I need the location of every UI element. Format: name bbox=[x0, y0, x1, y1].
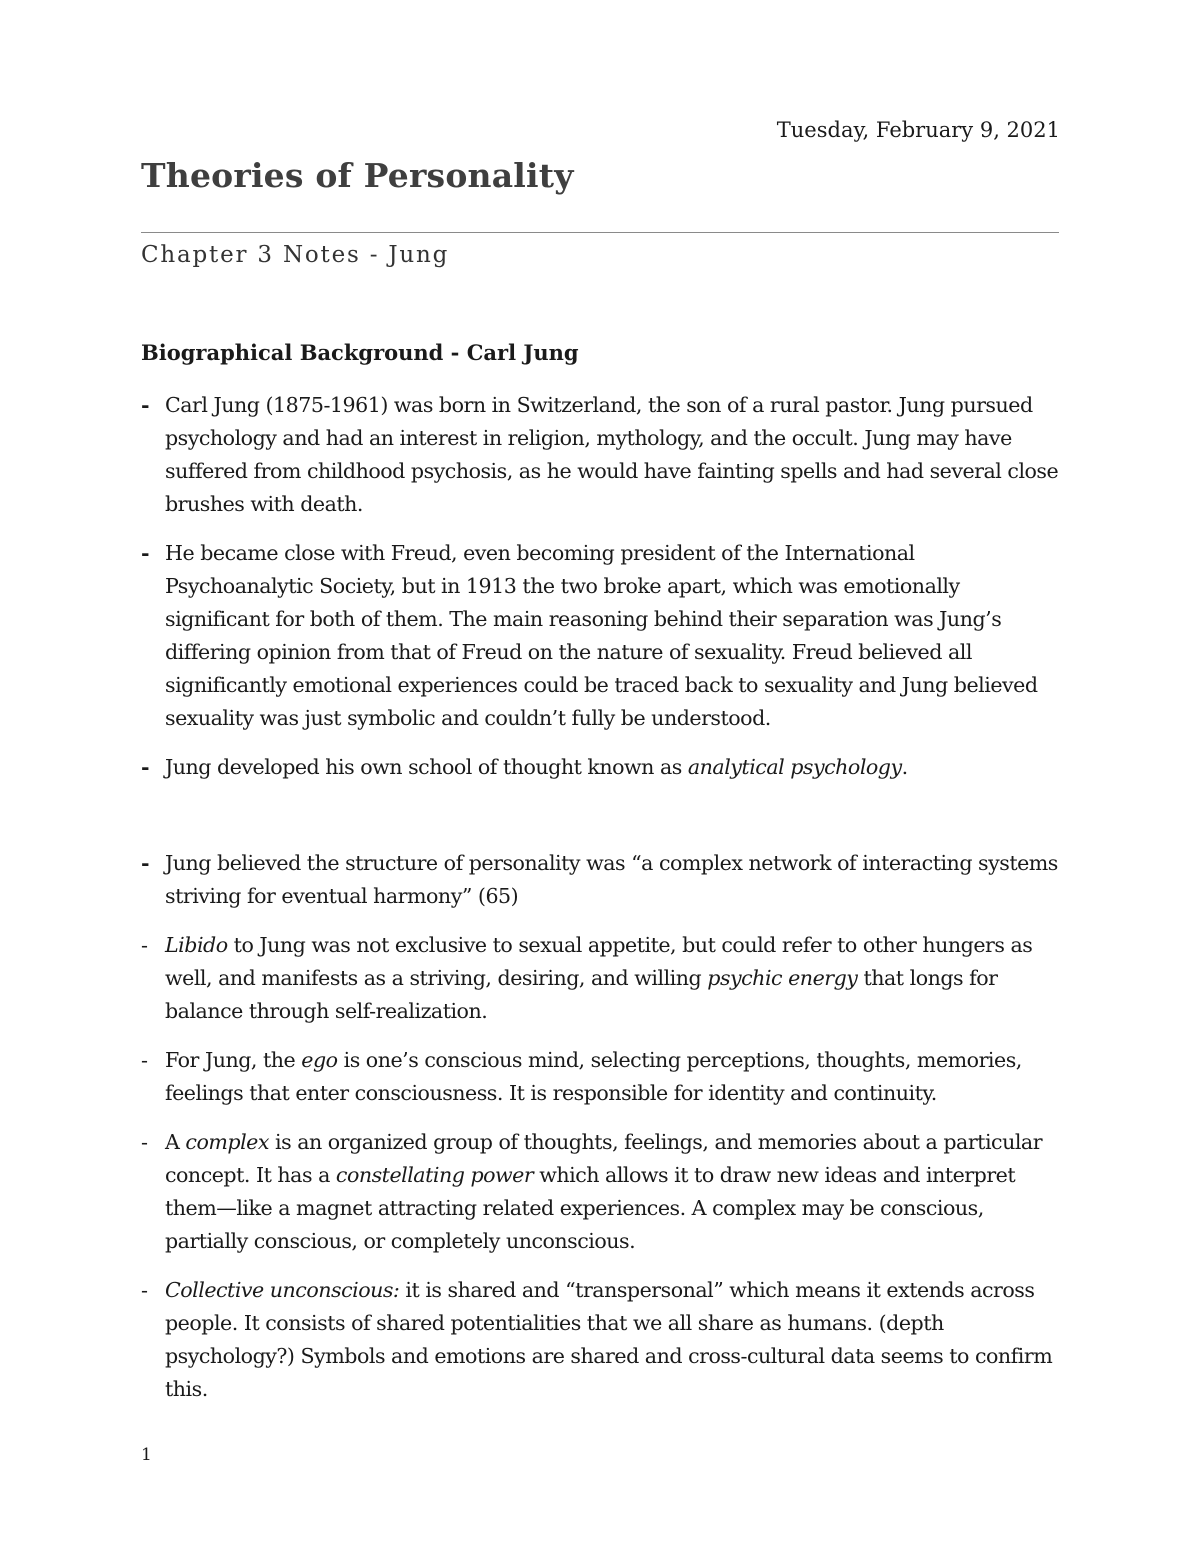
document-date: Tuesday, February 9, 2021 bbox=[776, 118, 1060, 142]
list-item bbox=[141, 929, 1066, 1028]
document-subtitle: Chapter 3 Notes - Jung bbox=[141, 242, 450, 268]
list-item-text: Carl Jung (1875-1961) was born in Switzerland, the son of a rural pastor. Jung pursued psychology and had an interest in religion, mythology, and the occult. Jung may have suffered from childhood psychosis, as he would have fainting spells and had several close brushes with death. bbox=[165, 393, 1059, 516]
text-run: to Jung was not exclusive to sexual appetite, but could refer to other hungers as well, and manifests as a striving, desiring, and willing bbox=[165, 933, 1033, 990]
emphasis-term: ego bbox=[301, 1048, 338, 1072]
document-title: Theories of Personality bbox=[141, 156, 574, 195]
text-run: it is shared and “transpersonal” which means it extends across people. It consists of shared potentialities that we all share as humans. (depth psychology?) Symbols and emotions are shared and cross-cultural data seems to confirm this. bbox=[165, 1278, 1053, 1401]
emphasis-term: Collective unconscious: bbox=[165, 1278, 400, 1302]
text-run: that longs for balance through self-realization. bbox=[165, 966, 998, 1023]
emphasis-term: analytical psychology bbox=[687, 755, 902, 779]
bullet-dash: - bbox=[141, 393, 150, 417]
list-item-text bbox=[165, 933, 1032, 1023]
list-item bbox=[141, 1126, 1066, 1258]
list-item-text bbox=[165, 755, 908, 779]
list-item bbox=[141, 1274, 1066, 1406]
emphasis-term: Libido bbox=[165, 933, 228, 957]
list-item bbox=[141, 389, 1066, 521]
section-heading-biography: Biographical Background - Carl Jung bbox=[141, 340, 579, 365]
list-item-text: He became close with Freud, even becoming president of the International Psychoanalytic Society, but in 1913 the two broke apart, which was emotionally significant for both of them. The main reasoning behind their separation was Jung’s differing opinion from that of Freud on the nature of sexuality. Freud believed all significantly emotional experiences could be traced back to sexuality and Jung believed sexuality was just symbolic and couldn’t fully be understood. bbox=[165, 541, 1038, 730]
text-run: A bbox=[165, 1130, 186, 1154]
list-item bbox=[141, 537, 1066, 735]
list-item bbox=[141, 751, 1066, 784]
list-item-text: Jung believed the structure of personality was “a complex network of interacting systems striving for eventual harmony” (65) bbox=[165, 851, 1058, 908]
bullet-dash: - bbox=[141, 1130, 148, 1154]
text-run: . bbox=[901, 755, 908, 779]
list-item-text bbox=[165, 1048, 1022, 1105]
page-number: 1 bbox=[141, 1445, 152, 1465]
text-run: is one’s conscious mind, selecting perceptions, thoughts, memories, feelings that enter consciousness. It is responsible for identity and continuity. bbox=[165, 1048, 1022, 1105]
biography-list bbox=[141, 389, 1066, 800]
bullet-dash: - bbox=[141, 541, 150, 565]
list-item bbox=[141, 1044, 1066, 1110]
text-run: For Jung, the bbox=[165, 1048, 302, 1072]
text-run: Jung developed his own school of thought known as bbox=[165, 755, 688, 779]
text-run: is an organized group of thoughts, feelings, and memories about a particular concept. It has a bbox=[165, 1130, 1043, 1187]
bullet-dash: - bbox=[141, 755, 150, 779]
text-run: which allows it to draw new ideas and interpret them—like a magnet attracting related experiences. A complex may be conscious, partially conscious, or completely unconscious. bbox=[165, 1163, 1016, 1253]
bullet-dash: - bbox=[141, 1048, 148, 1072]
title-divider bbox=[141, 232, 1059, 233]
bullet-dash: - bbox=[141, 1278, 148, 1302]
list-item-text bbox=[165, 1278, 1052, 1401]
emphasis-term: psychic energy bbox=[707, 966, 858, 990]
list-item-text bbox=[165, 1130, 1042, 1253]
bullet-dash: - bbox=[141, 851, 150, 875]
bullet-dash: - bbox=[141, 933, 148, 957]
emphasis-term: constellating power bbox=[335, 1163, 534, 1187]
emphasis-term: complex bbox=[185, 1130, 269, 1154]
theory-list bbox=[141, 847, 1066, 1422]
list-item bbox=[141, 847, 1066, 913]
